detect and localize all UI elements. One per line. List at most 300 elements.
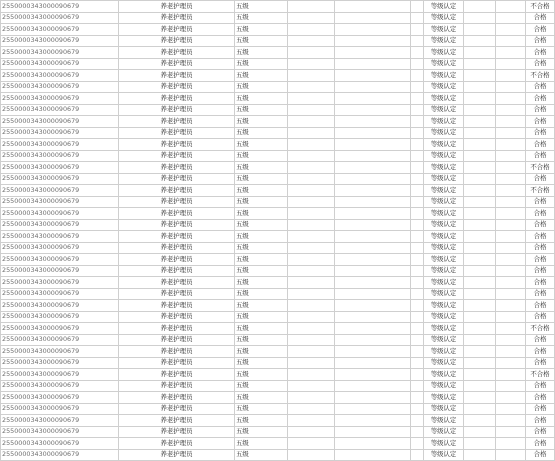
batch-number-cell: 2550000343000090679	[1, 24, 119, 36]
method-cell: 等级认定	[424, 357, 464, 369]
batch-number-cell: 2550000343000090679	[1, 208, 119, 220]
result-cell: 合格	[526, 426, 555, 438]
level-cell: 五级	[235, 449, 288, 461]
table-row	[1, 58, 555, 70]
sex-cell	[411, 346, 424, 358]
batch-number-cell: 2550000343000090679	[1, 219, 119, 231]
name-cell	[288, 334, 335, 346]
skill-score-cell	[496, 162, 526, 174]
table-row	[1, 415, 555, 427]
sex-cell	[411, 116, 424, 128]
result-cell: 不合格	[526, 1, 555, 13]
batch-number-cell: 2550000343000090679	[1, 93, 119, 105]
sex-cell	[411, 438, 424, 450]
theory-score-cell	[464, 162, 496, 174]
id-number-cell	[335, 150, 411, 162]
sex-cell	[411, 323, 424, 335]
theory-score-cell	[464, 380, 496, 392]
table-row	[1, 93, 555, 105]
method-cell: 等级认定	[424, 346, 464, 358]
level-cell: 五级	[235, 323, 288, 335]
job-title-cell: 养老护理员	[119, 12, 235, 24]
batch-number-cell: 2550000343000090679	[1, 127, 119, 139]
level-cell: 五级	[235, 426, 288, 438]
job-title-cell: 养老护理员	[119, 438, 235, 450]
name-cell	[288, 380, 335, 392]
theory-score-cell	[464, 208, 496, 220]
job-title-cell: 养老护理员	[119, 24, 235, 36]
id-number-cell	[335, 12, 411, 24]
level-cell: 五级	[235, 254, 288, 266]
job-title-cell: 养老护理员	[119, 415, 235, 427]
result-cell: 合格	[526, 346, 555, 358]
level-cell: 五级	[235, 300, 288, 312]
level-cell: 五级	[235, 81, 288, 93]
theory-score-cell	[464, 47, 496, 59]
id-number-cell	[335, 357, 411, 369]
theory-score-cell	[464, 231, 496, 243]
result-cell: 合格	[526, 208, 555, 220]
level-cell: 五级	[235, 277, 288, 289]
theory-score-cell	[464, 139, 496, 151]
theory-score-cell	[464, 219, 496, 231]
method-cell: 等级认定	[424, 24, 464, 36]
batch-number-cell: 2550000343000090679	[1, 403, 119, 415]
level-cell: 五级	[235, 116, 288, 128]
theory-score-cell	[464, 403, 496, 415]
batch-number-cell: 2550000343000090679	[1, 1, 119, 13]
id-number-cell	[335, 449, 411, 461]
job-title-cell: 养老护理员	[119, 196, 235, 208]
batch-number-cell: 2550000343000090679	[1, 242, 119, 254]
method-cell: 等级认定	[424, 254, 464, 266]
sex-cell	[411, 300, 424, 312]
skill-score-cell	[496, 311, 526, 323]
result-cell: 合格	[526, 150, 555, 162]
theory-score-cell	[464, 300, 496, 312]
batch-number-cell: 2550000343000090679	[1, 231, 119, 243]
name-cell	[288, 185, 335, 197]
result-cell: 合格	[526, 219, 555, 231]
job-title-cell: 养老护理员	[119, 116, 235, 128]
level-cell: 五级	[235, 12, 288, 24]
skill-score-cell	[496, 104, 526, 116]
table-row	[1, 116, 555, 128]
method-cell: 等级认定	[424, 70, 464, 82]
result-cell: 合格	[526, 173, 555, 185]
id-number-cell	[335, 58, 411, 70]
method-cell: 等级认定	[424, 219, 464, 231]
level-cell: 五级	[235, 311, 288, 323]
id-number-cell	[335, 81, 411, 93]
name-cell	[288, 346, 335, 358]
theory-score-cell	[464, 12, 496, 24]
table-row	[1, 173, 555, 185]
job-title-cell: 养老护理员	[119, 81, 235, 93]
method-cell: 等级认定	[424, 127, 464, 139]
sex-cell	[411, 1, 424, 13]
batch-number-cell: 2550000343000090679	[1, 277, 119, 289]
table-row	[1, 254, 555, 266]
level-cell: 五级	[235, 288, 288, 300]
result-cell: 合格	[526, 35, 555, 47]
method-cell: 等级认定	[424, 323, 464, 335]
level-cell: 五级	[235, 139, 288, 151]
sex-cell	[411, 185, 424, 197]
name-cell	[288, 415, 335, 427]
sex-cell	[411, 127, 424, 139]
name-cell	[288, 392, 335, 404]
sex-cell	[411, 392, 424, 404]
method-cell: 等级认定	[424, 208, 464, 220]
skill-score-cell	[496, 127, 526, 139]
result-cell: 合格	[526, 300, 555, 312]
job-title-cell: 养老护理员	[119, 139, 235, 151]
table-row	[1, 380, 555, 392]
method-cell: 等级认定	[424, 12, 464, 24]
batch-number-cell: 2550000343000090679	[1, 369, 119, 381]
id-number-cell	[335, 162, 411, 174]
theory-score-cell	[464, 116, 496, 128]
name-cell	[288, 173, 335, 185]
result-cell: 合格	[526, 438, 555, 450]
skill-score-cell	[496, 449, 526, 461]
sex-cell	[411, 196, 424, 208]
skill-score-cell	[496, 403, 526, 415]
method-cell: 等级认定	[424, 173, 464, 185]
batch-number-cell: 2550000343000090679	[1, 104, 119, 116]
name-cell	[288, 357, 335, 369]
table-row	[1, 35, 555, 47]
job-title-cell: 养老护理员	[119, 231, 235, 243]
name-cell	[288, 254, 335, 266]
level-cell: 五级	[235, 173, 288, 185]
level-cell: 五级	[235, 58, 288, 70]
table-row	[1, 438, 555, 450]
level-cell: 五级	[235, 35, 288, 47]
result-cell: 合格	[526, 449, 555, 461]
id-number-cell	[335, 346, 411, 358]
id-number-cell	[335, 369, 411, 381]
skill-score-cell	[496, 231, 526, 243]
table-row	[1, 277, 555, 289]
table-row	[1, 449, 555, 461]
batch-number-cell: 2550000343000090679	[1, 12, 119, 24]
table-row	[1, 24, 555, 36]
method-cell: 等级认定	[424, 104, 464, 116]
theory-score-cell	[464, 242, 496, 254]
table-row	[1, 300, 555, 312]
sex-cell	[411, 426, 424, 438]
job-title-cell: 养老护理员	[119, 47, 235, 59]
sex-cell	[411, 150, 424, 162]
skill-score-cell	[496, 173, 526, 185]
name-cell	[288, 116, 335, 128]
batch-number-cell: 2550000343000090679	[1, 162, 119, 174]
theory-score-cell	[464, 438, 496, 450]
id-number-cell	[335, 403, 411, 415]
table-row	[1, 392, 555, 404]
job-title-cell: 养老护理员	[119, 185, 235, 197]
batch-number-cell: 2550000343000090679	[1, 323, 119, 335]
theory-score-cell	[464, 93, 496, 105]
level-cell: 五级	[235, 357, 288, 369]
job-title-cell: 养老护理员	[119, 1, 235, 13]
sex-cell	[411, 415, 424, 427]
job-title-cell: 养老护理员	[119, 58, 235, 70]
id-number-cell	[335, 104, 411, 116]
table-row	[1, 162, 555, 174]
sex-cell	[411, 231, 424, 243]
name-cell	[288, 104, 335, 116]
id-number-cell	[335, 93, 411, 105]
table-row	[1, 185, 555, 197]
level-cell: 五级	[235, 415, 288, 427]
skill-score-cell	[496, 334, 526, 346]
table-row	[1, 139, 555, 151]
id-number-cell	[335, 231, 411, 243]
table-row	[1, 369, 555, 381]
job-title-cell: 养老护理员	[119, 449, 235, 461]
skill-score-cell	[496, 58, 526, 70]
method-cell: 等级认定	[424, 47, 464, 59]
method-cell: 等级认定	[424, 288, 464, 300]
id-number-cell	[335, 323, 411, 335]
result-cell: 合格	[526, 24, 555, 36]
job-title-cell: 养老护理员	[119, 150, 235, 162]
id-number-cell	[335, 265, 411, 277]
result-cell: 合格	[526, 231, 555, 243]
theory-score-cell	[464, 311, 496, 323]
skill-score-cell	[496, 24, 526, 36]
id-number-cell	[335, 196, 411, 208]
sex-cell	[411, 254, 424, 266]
result-cell: 合格	[526, 392, 555, 404]
result-cell: 不合格	[526, 70, 555, 82]
method-cell: 等级认定	[424, 392, 464, 404]
method-cell: 等级认定	[424, 93, 464, 105]
batch-number-cell: 2550000343000090679	[1, 58, 119, 70]
table-row	[1, 265, 555, 277]
job-title-cell: 养老护理员	[119, 300, 235, 312]
table-row	[1, 104, 555, 116]
level-cell: 五级	[235, 150, 288, 162]
table-row	[1, 357, 555, 369]
method-cell: 等级认定	[424, 196, 464, 208]
table-row	[1, 231, 555, 243]
table-row	[1, 150, 555, 162]
theory-score-cell	[464, 357, 496, 369]
skill-score-cell	[496, 93, 526, 105]
level-cell: 五级	[235, 185, 288, 197]
skill-score-cell	[496, 242, 526, 254]
job-title-cell: 养老护理员	[119, 288, 235, 300]
result-cell: 合格	[526, 139, 555, 151]
name-cell	[288, 208, 335, 220]
theory-score-cell	[464, 185, 496, 197]
id-number-cell	[335, 70, 411, 82]
theory-score-cell	[464, 288, 496, 300]
level-cell: 五级	[235, 208, 288, 220]
theory-score-cell	[464, 1, 496, 13]
level-cell: 五级	[235, 438, 288, 450]
skill-score-cell	[496, 254, 526, 266]
method-cell: 等级认定	[424, 311, 464, 323]
batch-number-cell: 2550000343000090679	[1, 81, 119, 93]
sex-cell	[411, 357, 424, 369]
level-cell: 五级	[235, 162, 288, 174]
theory-score-cell	[464, 150, 496, 162]
skill-score-cell	[496, 346, 526, 358]
theory-score-cell	[464, 415, 496, 427]
id-number-cell	[335, 173, 411, 185]
name-cell	[288, 438, 335, 450]
method-cell: 等级认定	[424, 58, 464, 70]
sex-cell	[411, 81, 424, 93]
skill-score-cell	[496, 300, 526, 312]
batch-number-cell: 2550000343000090679	[1, 380, 119, 392]
sex-cell	[411, 24, 424, 36]
table-row	[1, 242, 555, 254]
batch-number-cell: 2550000343000090679	[1, 449, 119, 461]
skill-score-cell	[496, 139, 526, 151]
name-cell	[288, 196, 335, 208]
theory-score-cell	[464, 346, 496, 358]
table-row	[1, 288, 555, 300]
method-cell: 等级认定	[424, 380, 464, 392]
name-cell	[288, 70, 335, 82]
sex-cell	[411, 219, 424, 231]
table-row	[1, 334, 555, 346]
sex-cell	[411, 449, 424, 461]
job-title-cell: 养老护理员	[119, 127, 235, 139]
name-cell	[288, 47, 335, 59]
theory-score-cell	[464, 104, 496, 116]
table-row	[1, 127, 555, 139]
skill-score-cell	[496, 438, 526, 450]
id-number-cell	[335, 208, 411, 220]
theory-score-cell	[464, 24, 496, 36]
theory-score-cell	[464, 196, 496, 208]
level-cell: 五级	[235, 346, 288, 358]
result-cell: 合格	[526, 357, 555, 369]
job-title-cell: 养老护理员	[119, 173, 235, 185]
result-cell: 合格	[526, 277, 555, 289]
name-cell	[288, 311, 335, 323]
theory-score-cell	[464, 58, 496, 70]
id-number-cell	[335, 24, 411, 36]
theory-score-cell	[464, 277, 496, 289]
table-row	[1, 426, 555, 438]
theory-score-cell	[464, 334, 496, 346]
result-cell: 合格	[526, 242, 555, 254]
result-cell: 合格	[526, 116, 555, 128]
result-cell: 合格	[526, 127, 555, 139]
name-cell	[288, 162, 335, 174]
skill-score-cell	[496, 369, 526, 381]
table-row	[1, 219, 555, 231]
theory-score-cell	[464, 173, 496, 185]
sex-cell	[411, 277, 424, 289]
result-cell: 合格	[526, 81, 555, 93]
roster-body	[1, 1, 555, 461]
theory-score-cell	[464, 127, 496, 139]
sex-cell	[411, 334, 424, 346]
sex-cell	[411, 47, 424, 59]
skill-score-cell	[496, 415, 526, 427]
result-cell: 合格	[526, 403, 555, 415]
table-row	[1, 208, 555, 220]
name-cell	[288, 58, 335, 70]
batch-number-cell: 2550000343000090679	[1, 116, 119, 128]
level-cell: 五级	[235, 334, 288, 346]
table-row	[1, 47, 555, 59]
name-cell	[288, 35, 335, 47]
job-title-cell: 养老护理员	[119, 392, 235, 404]
result-cell: 不合格	[526, 369, 555, 381]
method-cell: 等级认定	[424, 1, 464, 13]
result-cell: 合格	[526, 47, 555, 59]
id-number-cell	[335, 185, 411, 197]
job-title-cell: 养老护理员	[119, 93, 235, 105]
sex-cell	[411, 265, 424, 277]
id-number-cell	[335, 334, 411, 346]
result-cell: 合格	[526, 104, 555, 116]
job-title-cell: 养老护理员	[119, 35, 235, 47]
id-number-cell	[335, 35, 411, 47]
sex-cell	[411, 369, 424, 381]
name-cell	[288, 277, 335, 289]
level-cell: 五级	[235, 369, 288, 381]
batch-number-cell: 2550000343000090679	[1, 196, 119, 208]
theory-score-cell	[464, 369, 496, 381]
method-cell: 等级认定	[424, 265, 464, 277]
table-row	[1, 196, 555, 208]
result-cell: 合格	[526, 415, 555, 427]
result-cell: 合格	[526, 93, 555, 105]
sex-cell	[411, 58, 424, 70]
batch-number-cell: 2550000343000090679	[1, 334, 119, 346]
name-cell	[288, 93, 335, 105]
skill-score-cell	[496, 288, 526, 300]
job-title-cell: 养老护理员	[119, 323, 235, 335]
batch-number-cell: 2550000343000090679	[1, 35, 119, 47]
skill-score-cell	[496, 357, 526, 369]
theory-score-cell	[464, 392, 496, 404]
table-row	[1, 1, 555, 13]
batch-number-cell: 2550000343000090679	[1, 311, 119, 323]
sex-cell	[411, 70, 424, 82]
sex-cell	[411, 162, 424, 174]
name-cell	[288, 323, 335, 335]
level-cell: 五级	[235, 47, 288, 59]
level-cell: 五级	[235, 24, 288, 36]
name-cell	[288, 150, 335, 162]
level-cell: 五级	[235, 231, 288, 243]
sex-cell	[411, 104, 424, 116]
result-cell: 不合格	[526, 323, 555, 335]
skill-score-cell	[496, 185, 526, 197]
method-cell: 等级认定	[424, 139, 464, 151]
skill-score-cell	[496, 150, 526, 162]
sex-cell	[411, 139, 424, 151]
method-cell: 等级认定	[424, 185, 464, 197]
id-number-cell	[335, 288, 411, 300]
batch-number-cell: 2550000343000090679	[1, 150, 119, 162]
batch-number-cell: 2550000343000090679	[1, 300, 119, 312]
name-cell	[288, 265, 335, 277]
result-cell: 合格	[526, 196, 555, 208]
